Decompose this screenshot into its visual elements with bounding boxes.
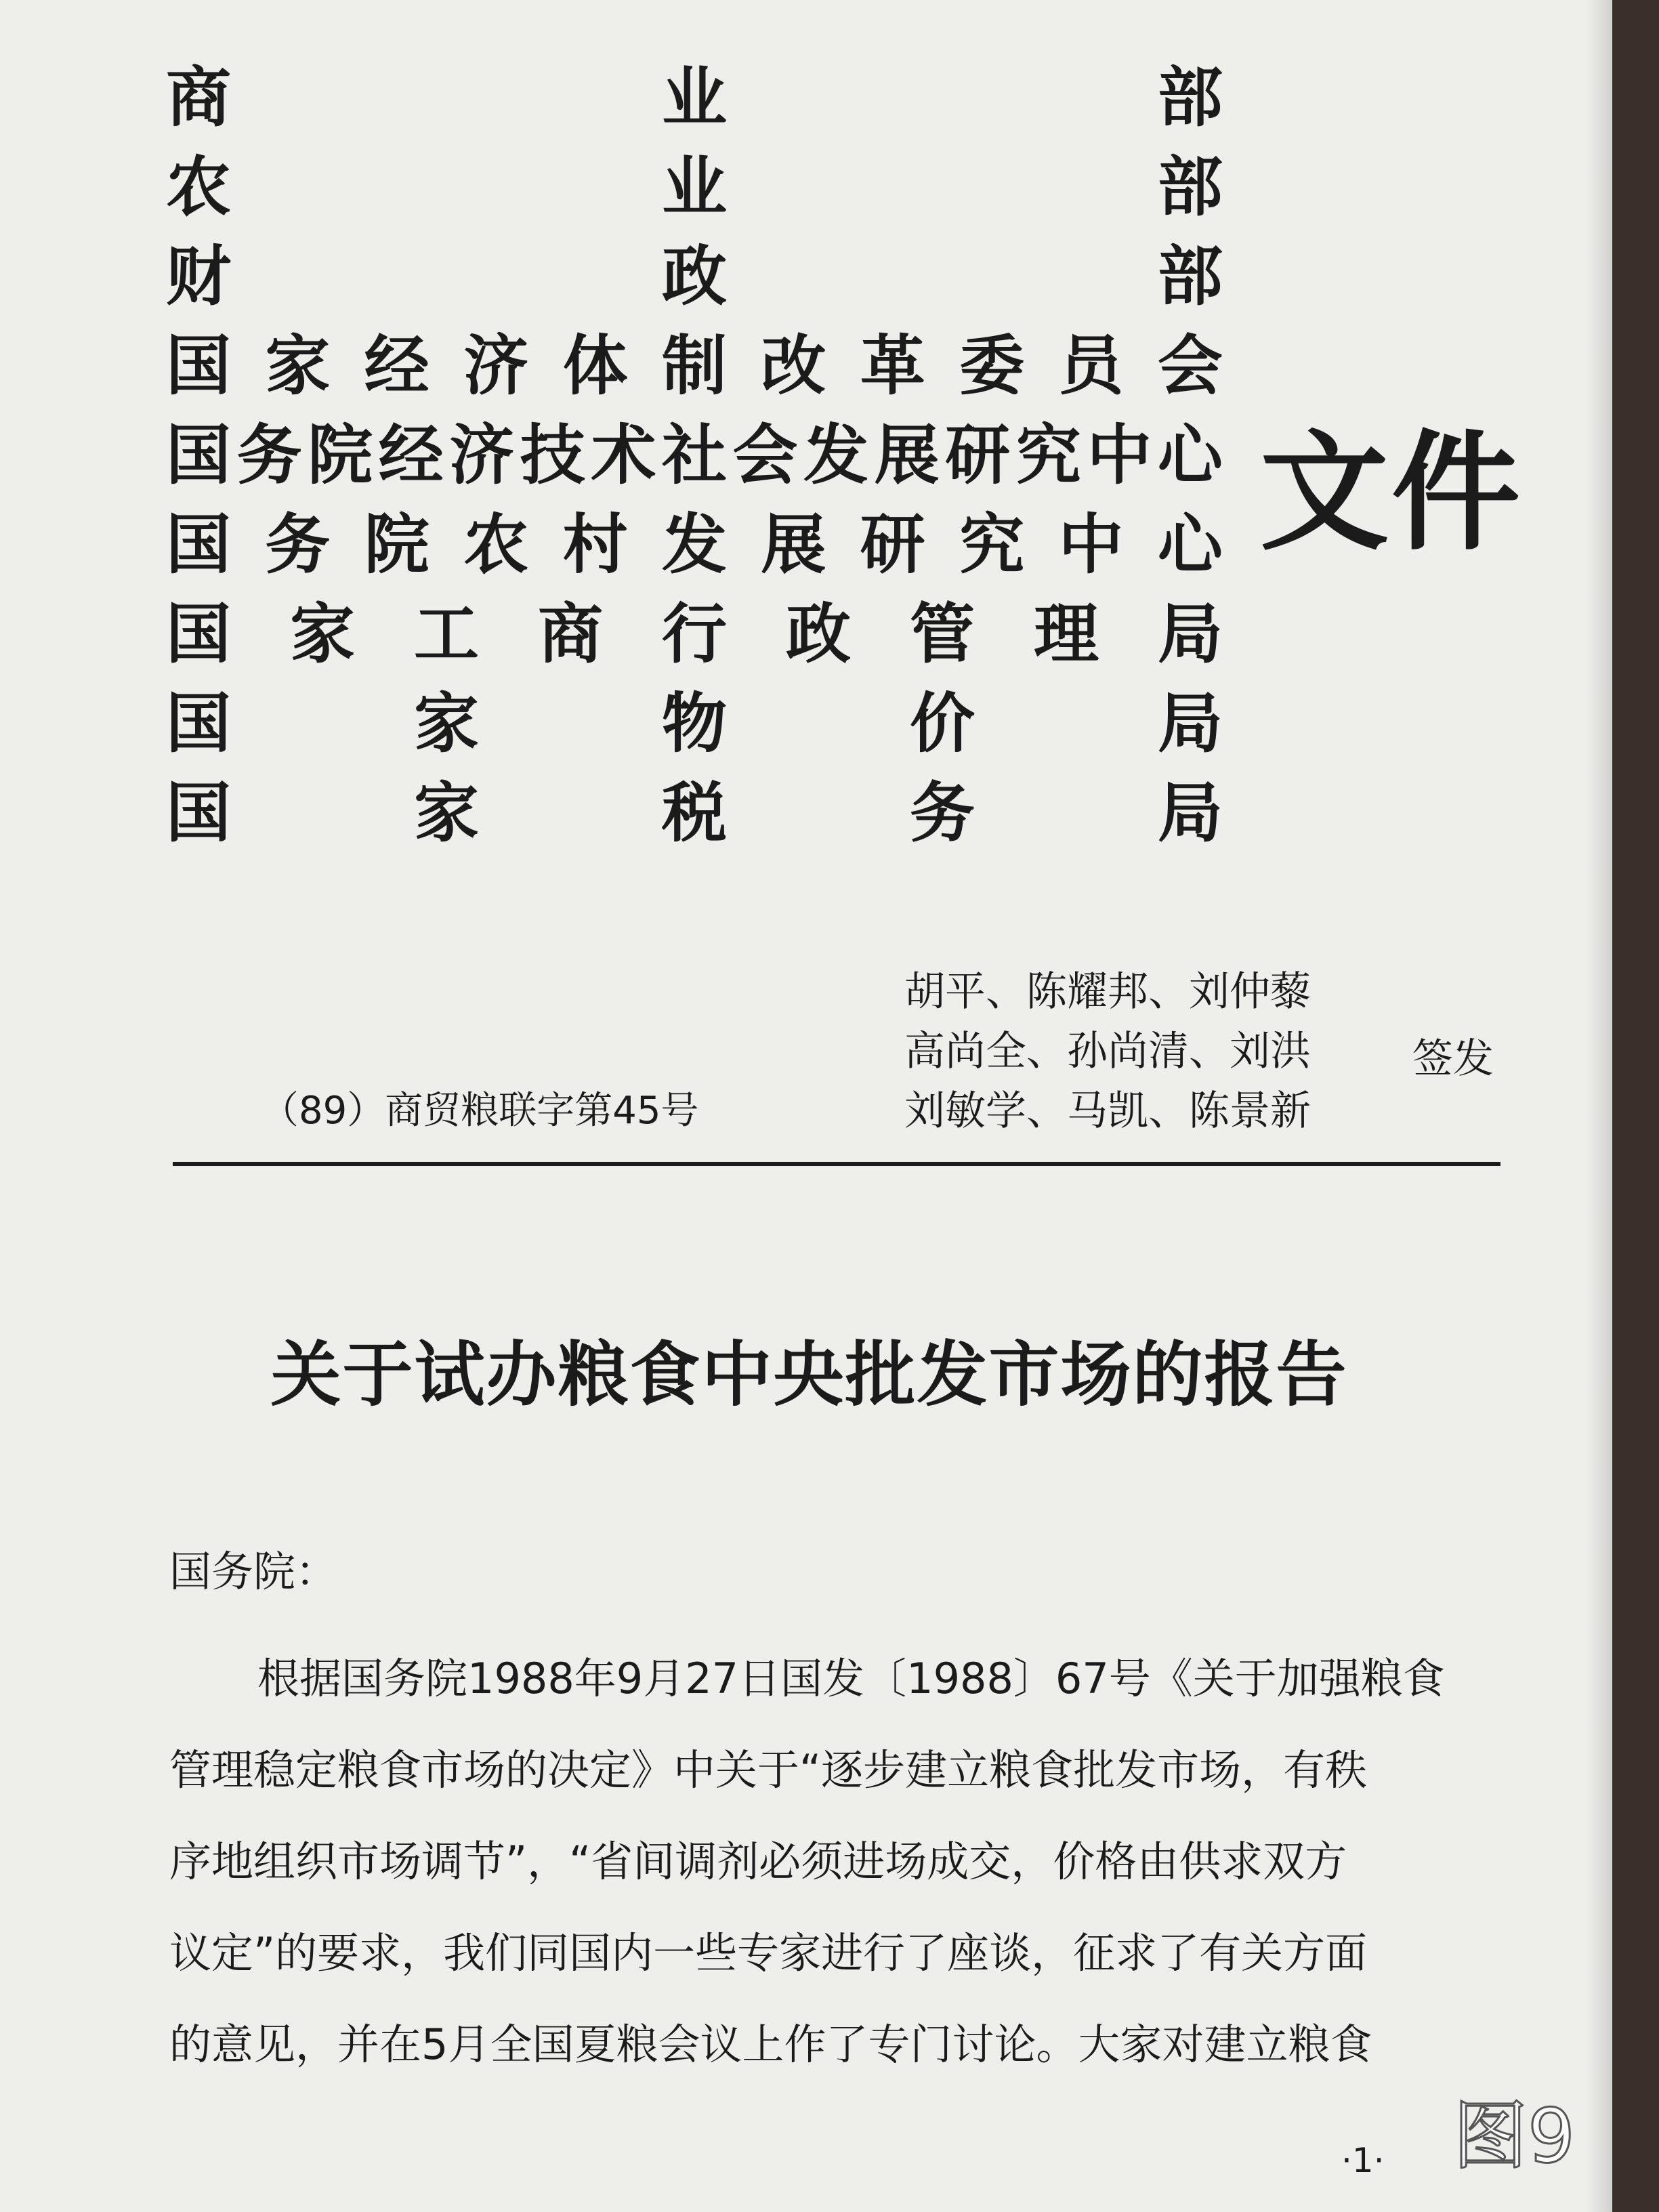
agency-char: 经 <box>364 327 429 404</box>
agency-char: 财 <box>166 237 231 314</box>
agency-char: 会 <box>1157 327 1223 404</box>
agency-row <box>166 137 1223 226</box>
agency-char: 委 <box>959 327 1025 404</box>
agency-char: 研 <box>945 416 1011 493</box>
agency-char: 农 <box>463 505 529 583</box>
agency-char: 究 <box>1015 416 1081 493</box>
agency-char: 农 <box>166 148 231 225</box>
agency-char: 会 <box>732 416 798 493</box>
agency-char: 制 <box>661 327 727 404</box>
agency-row <box>166 673 1223 763</box>
agency-row <box>166 47 1223 137</box>
agency-char: 展 <box>761 505 826 583</box>
agency-char: 家 <box>290 595 355 672</box>
body-line: 议定”的要求，我们同国内一些专家进行了座谈，征求了有关方面 <box>169 1928 1368 1978</box>
page-number: ·1· <box>1341 2141 1385 2180</box>
agency-char: 心 <box>1157 416 1223 493</box>
agency-char: 展 <box>874 416 940 493</box>
body-paragraph <box>169 1633 1511 2090</box>
agency-char: 术 <box>591 416 656 493</box>
agency-char: 员 <box>1058 327 1124 404</box>
agency-char: 部 <box>1158 148 1223 225</box>
agency-char: 局 <box>1158 684 1223 761</box>
agency-char: 务 <box>236 416 302 493</box>
agency-row <box>166 405 1223 495</box>
agency-char: 家 <box>414 774 479 851</box>
agency-char: 村 <box>562 505 628 583</box>
agency-char: 家 <box>265 327 331 404</box>
agency-char: 政 <box>662 237 727 314</box>
document-suffix: 文件 <box>1260 418 1524 568</box>
agency-row <box>166 763 1223 852</box>
agency-char: 国 <box>166 774 231 851</box>
agency-char: 局 <box>1158 595 1223 672</box>
agency-char: 业 <box>662 148 727 225</box>
agency-char: 社 <box>661 416 727 493</box>
agency-char: 发 <box>803 416 869 493</box>
agency-char: 家 <box>414 684 479 761</box>
signers-line: 高尚全、孙尚清、刘洪 <box>904 1028 1311 1075</box>
agency-char: 中 <box>1087 416 1152 493</box>
agency-row <box>166 495 1223 584</box>
body-line: 管理稳定粮食市场的决定》中关于“逐步建立粮食批发市场，有秩 <box>169 1745 1368 1795</box>
signers-line: 刘敏学、马凯、陈景新 <box>904 1087 1311 1135</box>
agency-char: 部 <box>1158 237 1223 314</box>
header-divider <box>173 1162 1500 1166</box>
agency-char: 究 <box>959 505 1025 583</box>
agency-char: 研 <box>860 505 925 583</box>
agency-char: 体 <box>562 327 628 404</box>
agency-char: 务 <box>910 774 975 851</box>
issuing-agencies <box>166 47 1223 852</box>
body-line: 根据国务院1988年9月27日国发〔1988〕67号《关于加强粮食 <box>257 1654 1445 1703</box>
agency-char: 院 <box>308 416 373 493</box>
body-line: 的意见，并在5月全国夏粮会议上作了专门讨论。大家对建立粮食 <box>169 2020 1372 2069</box>
agency-char: 国 <box>166 416 231 493</box>
agency-char: 务 <box>265 505 331 583</box>
agency-row <box>166 316 1223 405</box>
agency-char: 部 <box>1158 58 1223 135</box>
signers-block <box>904 962 1311 1141</box>
agency-char: 理 <box>1034 595 1099 672</box>
agency-char: 价 <box>910 684 975 761</box>
agency-char: 技 <box>520 416 585 493</box>
agency-char: 行 <box>662 595 727 672</box>
body-line: 序地组织市场调节”，“省间调剂必须进场成交，价格由供求双方 <box>169 1837 1347 1886</box>
agency-char: 局 <box>1158 774 1223 851</box>
agency-char: 心 <box>1157 505 1223 583</box>
agency-char: 管 <box>910 595 975 672</box>
signers-line: 胡平、陈耀邦、刘仲藜 <box>904 968 1311 1016</box>
agency-char: 商 <box>166 58 231 135</box>
agency-char: 国 <box>166 684 231 761</box>
agency-char: 革 <box>860 327 925 404</box>
agency-char: 国 <box>166 595 231 672</box>
agency-char: 政 <box>786 595 851 672</box>
agency-char: 商 <box>538 595 603 672</box>
document-number: （89）商贸粮联字第45号 <box>261 1089 699 1133</box>
agency-char: 国 <box>166 327 231 404</box>
document-title: 关于试办粮食中央批发市场的报告 <box>270 1333 1348 1416</box>
agency-char: 物 <box>662 684 727 761</box>
agency-char: 发 <box>661 505 727 583</box>
agency-row <box>166 226 1223 316</box>
figure-label: 图9 <box>1453 2093 1575 2179</box>
agency-char: 院 <box>364 505 429 583</box>
agency-char: 税 <box>662 774 727 851</box>
agency-char: 济 <box>449 416 515 493</box>
agency-char: 改 <box>761 327 826 404</box>
agency-char: 中 <box>1058 505 1124 583</box>
signed-label: 签发 <box>1412 1035 1494 1083</box>
addressee: 国务院： <box>169 1547 338 1596</box>
agency-char: 经 <box>378 416 444 493</box>
agency-char: 济 <box>463 327 529 404</box>
agency-char: 工 <box>414 595 479 672</box>
agency-row <box>166 584 1223 673</box>
agency-char: 业 <box>662 58 727 135</box>
agency-char: 国 <box>166 505 231 583</box>
